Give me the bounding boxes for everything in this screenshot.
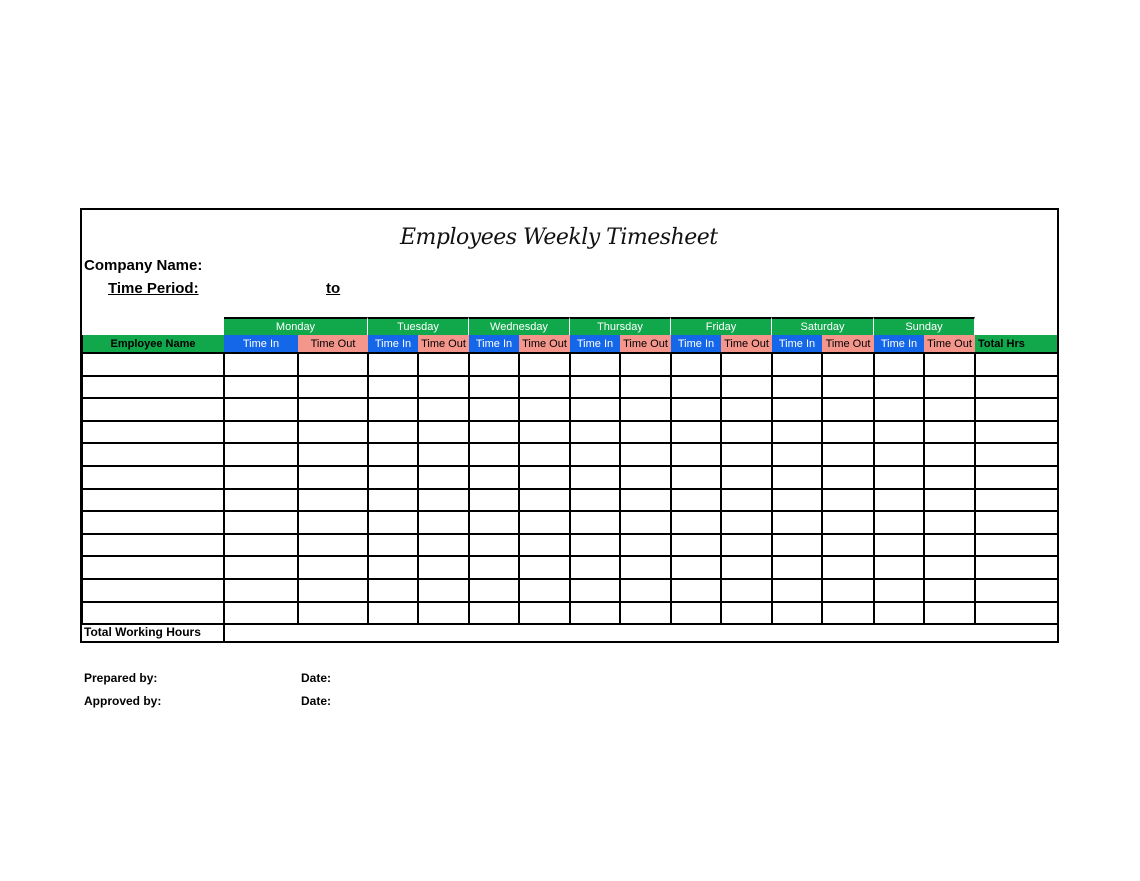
column-divider — [367, 353, 369, 624]
column-divider — [297, 353, 299, 624]
column-divider — [720, 353, 722, 624]
time-period-to: to — [326, 280, 341, 297]
column-divider — [81, 335, 83, 624]
column-divider — [619, 353, 621, 624]
time-period-label: Time Period: — [108, 280, 199, 297]
time-out-header-tuesday: Time Out — [418, 335, 469, 353]
employee-name-header: Employee Name — [82, 335, 224, 353]
total-hrs-header: Total Hrs — [975, 335, 1057, 353]
time-out-header-wednesday: Time Out — [519, 335, 570, 353]
column-divider — [223, 353, 225, 624]
approved-by-label: Approved by: — [84, 694, 162, 708]
column-divider — [518, 353, 520, 624]
total-working-hours-cell[interactable] — [224, 624, 1057, 641]
day-header-tuesday: Tuesday — [368, 317, 469, 335]
company-name-label: Company Name: — [84, 257, 203, 274]
column-divider — [670, 353, 672, 624]
time-in-header-wednesday: Time In — [469, 335, 519, 353]
time-out-header-thursday: Time Out — [620, 335, 671, 353]
day-header-sunday: Sunday — [874, 317, 975, 335]
prepared-date-label: Date: — [301, 671, 332, 685]
column-divider — [923, 353, 925, 624]
column-divider — [771, 353, 773, 624]
day-header-saturday: Saturday — [772, 317, 874, 335]
sheet-title: Employees Weekly Timesheet — [400, 225, 718, 250]
time-in-header-thursday: Time In — [570, 335, 620, 353]
time-in-header-tuesday: Time In — [368, 335, 418, 353]
time-out-header-friday: Time Out — [721, 335, 772, 353]
day-header-friday: Friday — [671, 317, 772, 335]
time-in-header-sunday: Time In — [874, 335, 924, 353]
time-in-header-saturday: Time In — [772, 335, 822, 353]
prepared-by-label: Prepared by: — [84, 671, 158, 685]
time-out-header-saturday: Time Out — [822, 335, 874, 353]
column-divider — [974, 353, 976, 624]
time-out-header-sunday: Time Out — [924, 335, 975, 353]
time-out-header-monday: Time Out — [298, 335, 368, 353]
approved-date-label: Date: — [301, 694, 332, 708]
column-divider — [468, 353, 470, 624]
day-header-thursday: Thursday — [570, 317, 671, 335]
day-header-monday: Monday — [224, 317, 368, 335]
column-divider — [569, 353, 571, 624]
column-divider — [821, 353, 823, 624]
time-in-header-friday: Time In — [671, 335, 721, 353]
time-in-header-monday: Time In — [224, 335, 298, 353]
column-divider — [417, 353, 419, 624]
total-working-hours-label: Total Working Hours — [84, 625, 201, 639]
column-divider — [873, 353, 875, 624]
day-header-wednesday: Wednesday — [469, 317, 570, 335]
